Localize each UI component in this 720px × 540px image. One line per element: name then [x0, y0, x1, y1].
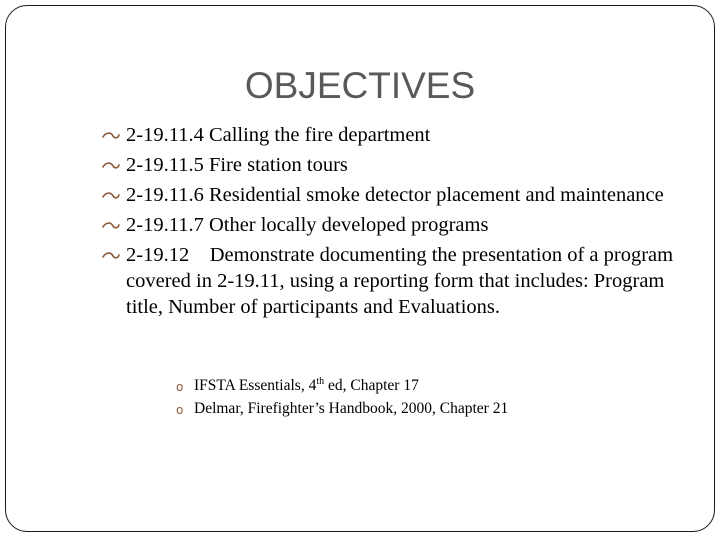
- list-item: [108, 182, 698, 208]
- references-list: [176, 376, 676, 422]
- objective-text: 2-19.11.4 Calling the fire department: [126, 124, 431, 146]
- swirl-bullet-icon: [102, 161, 120, 171]
- list-item: [108, 122, 698, 148]
- list-item: [176, 399, 676, 419]
- objective-text: 2-19.11.7 Other locally developed programs: [126, 214, 489, 236]
- list-item: [108, 242, 698, 320]
- swirl-bullet-icon: [102, 191, 120, 201]
- circle-bullet-icon: o: [176, 380, 184, 394]
- list-item: [108, 152, 698, 178]
- swirl-bullet-icon: [102, 131, 120, 141]
- swirl-bullet-icon: [102, 221, 120, 231]
- objectives-list: [108, 122, 698, 324]
- objective-text: 2-19.11.6 Residential smoke detector placement and maintenance: [126, 184, 664, 206]
- list-item: [108, 212, 698, 238]
- objective-text: 2-19.11.5 Fire station tours: [126, 154, 348, 176]
- circle-bullet-icon: o: [176, 403, 184, 417]
- slide-title: OBJECTIVES: [244, 65, 476, 106]
- objective-text: 2-19.12 Demonstrate documenting the presentation of a program covered in 2-19.11, using a reporting form that includes: Program title, Number of participants and Evaluations.: [126, 244, 679, 318]
- swirl-bullet-icon: [102, 251, 120, 261]
- reference-text: IFSTA Essentials, 4th ed, Chapter 17: [194, 375, 419, 394]
- list-item: [176, 376, 676, 396]
- slide-frame: [5, 5, 715, 532]
- reference-text: Delmar, Firefighter’s Handbook, 2000, Chapter 21: [194, 400, 509, 417]
